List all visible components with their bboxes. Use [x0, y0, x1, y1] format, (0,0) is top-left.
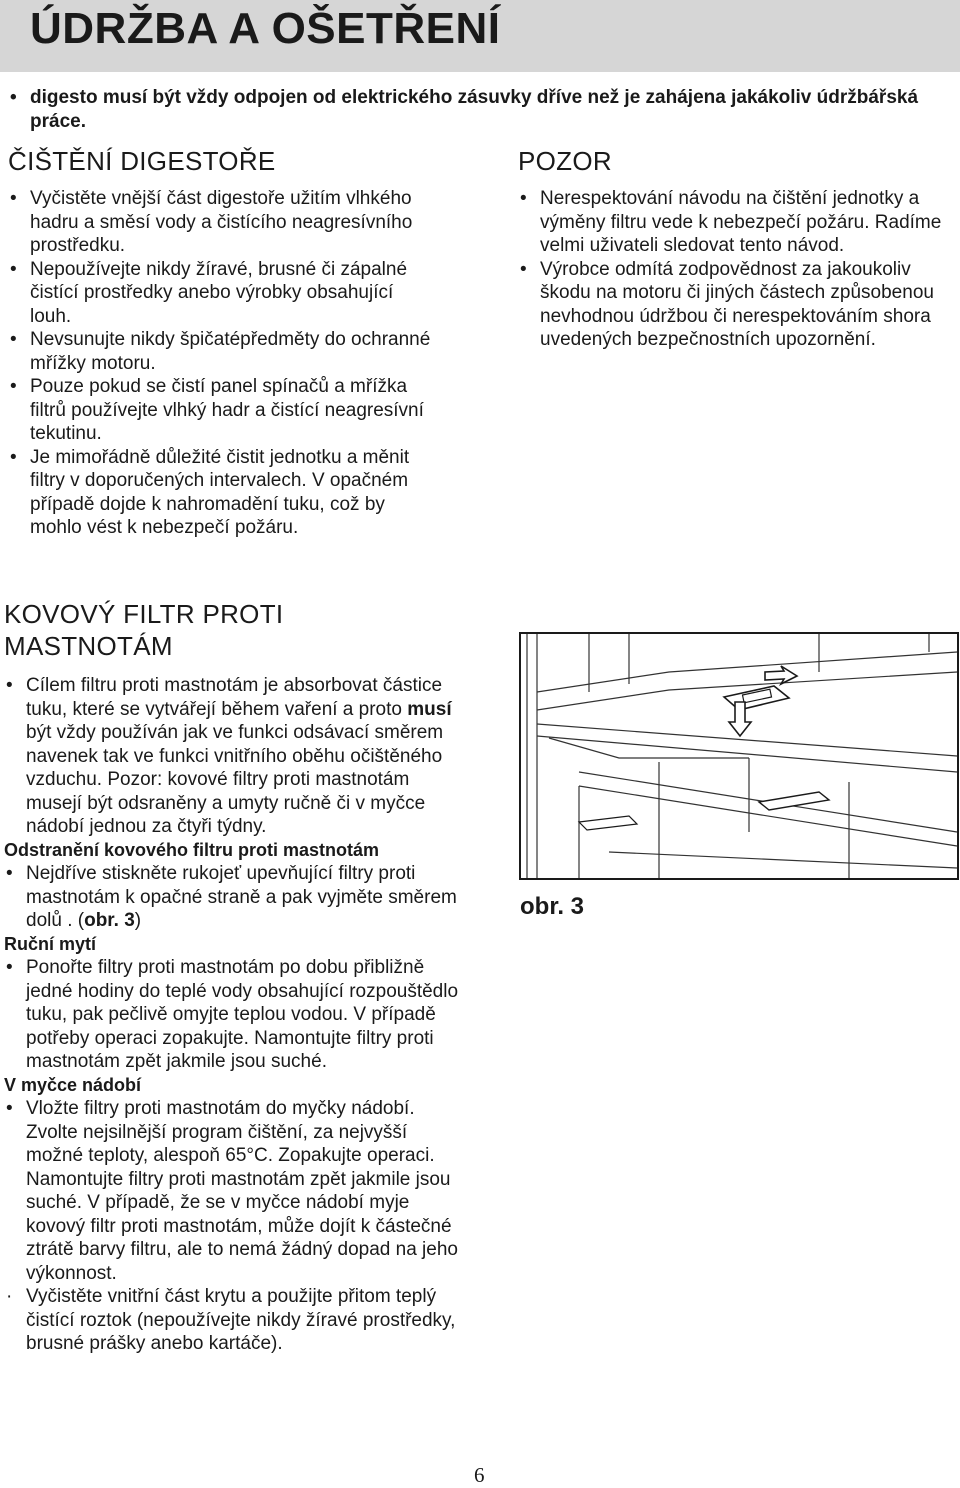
bullet-icon: •: [6, 957, 13, 978]
bullet-icon: •: [10, 87, 17, 108]
list-item-text: Vyčistěte vnější část digestoře užitím vlhkého hadru a směsí vody a čistícího neagresívního prostředku.: [30, 188, 413, 256]
filter-list: [4, 674, 464, 839]
bullet-icon: •: [10, 376, 17, 397]
list-item: [518, 187, 958, 258]
section-title-warning: POZOR: [518, 146, 612, 176]
dishwasher-list: [4, 1097, 464, 1356]
section-title-filter: [4, 598, 464, 662]
bullet-icon: •: [10, 329, 17, 350]
text-span: Nejdříve stiskněte rukojeť upevňující filtry proti mastnotám k opačné straně a pak vyjměte směrem dolů . (: [26, 863, 457, 931]
intro-warning: [8, 86, 938, 134]
list-item: [8, 258, 438, 329]
list-item-text: Vyčistěte vnitřní část krytu a použijte přitom teplý čistící roztok (nepoužívejte nikdy žíravé prostředky, brusné prášky anebo kartáče).: [26, 1286, 456, 1354]
bullet-icon: •: [520, 188, 527, 209]
bullet-icon: ·: [6, 1286, 13, 1307]
text-span: Cílem filtru proti mastnotám je absorbovat částice tuku, které se vytvářejí během vaření a proto: [26, 675, 443, 720]
subheading-manual: Ruční mytí: [4, 933, 97, 954]
text-span: být vždy používán jak ve funkci odsávací směrem navenek tak ve funkci vnitřního oběhu očištěného vzduchu. Pozor: kovové filtry proti mastnotám musejí být odsraněny a umyty ručně či v myčce nádobí jednou za čtyři týdny.: [26, 722, 444, 837]
list-item: [8, 375, 438, 446]
list-item-text: Nepoužívejte nikdy žíravé, brusné či zápalné čistící prostředky anebo výrobky obsahující louh.: [30, 258, 408, 327]
subheading-dishwasher: V myčce nádobí: [4, 1074, 142, 1095]
list-item: [4, 956, 464, 1074]
figure-label: obr. 3: [520, 893, 585, 920]
bullet-icon: •: [10, 446, 17, 468]
section-title-line: KOVOVÝ FILTR PROTI: [4, 599, 284, 629]
hood-drawing: [527, 634, 957, 878]
emphasis-text: musí: [407, 698, 452, 720]
list-item-text: Ponořte filtry proti mastnotám po dobu přibližně jedné hodiny do teplé vody obsahující rozpouštědlo tuku, pak pečlivě omyjte teplou vodou. V případě potřeby operaci zopakujte. Namontujte filtry proti mastnotám zpět jakmile jsou suché.: [26, 957, 459, 1072]
section-title-line: MASTNOTÁM: [4, 631, 173, 661]
bullet-icon: •: [6, 675, 13, 696]
figure-frame: [520, 633, 958, 879]
manual-list: [4, 956, 464, 1074]
filter-section: [4, 598, 464, 1356]
list-item: [8, 86, 938, 134]
list-item-text: Výrobce odmítá zodpovědnost za jakoukoliv škodu na motoru či jiných částech způsobenou nevhodnou údržbou či nerespektováním shora uvedených bezpečnostních upozornění.: [540, 258, 934, 350]
text-span: ): [134, 910, 142, 931]
arrow-left-icon: [765, 666, 797, 684]
list-item: [8, 446, 438, 540]
page-number: 6: [474, 1463, 485, 1487]
list-item: [4, 1097, 464, 1285]
figure-reference: obr. 3: [84, 910, 135, 931]
list-item-text: Nevsunujte nikdy špičatépředměty do ochranné mřížky motoru.: [30, 329, 431, 374]
list-item-text: Nerespektování návodu na čištění jednotky a výměny filtru vede k nebezpečí požáru. Radíme velmi uživateli sledovat tento návod.: [540, 188, 942, 256]
list-item: [4, 862, 464, 933]
list-item-text: Vložte filtry proti mastnotám do myčky nádobí. Zvolte nejsilnější program čištění, za nejvyšší možné teploty, alespoň 65°C. Zopakujte operaci. Namontujte filtry proti mastnotám zpět jakmile jsou suché. V případě, že se v myčce nádobí myje kovový filtr proti mastnotám, může dojít k částečné ztrátě barvy filtru, ale to nemá žádný dopad na jeho výkonnost.: [26, 1098, 458, 1284]
bullet-icon: •: [6, 863, 13, 884]
cleaning-section: [8, 146, 438, 540]
list-item-text: Pouze pokud se čistí panel spínačů a mřížka filtrů používejte vlhký hadr a čistící neagresívní tekutinu.: [30, 376, 424, 444]
warning-section: [518, 146, 958, 352]
bullet-icon: •: [6, 1098, 13, 1119]
list-item-text: Je mimořádně důležité čistit jednotku a měnit filtry v doporučených intervalech. V opačném případě dojde k nahromadění tuku, což by mohlo vést k nebezpečí požáru.: [30, 446, 410, 538]
cleaning-list: [8, 187, 438, 540]
list-item: [8, 328, 438, 375]
list-item: [4, 674, 464, 839]
bullet-icon: •: [520, 258, 527, 280]
removal-list: [4, 862, 464, 933]
filter-removal-illustration: [519, 632, 959, 880]
intro-text: digesto musí být vždy odpojen od elektrického zásuvky dříve než je zahájena jakákoliv údržbářská práce.: [30, 87, 919, 132]
subheading-removal: Odstranění kovového filtru proti mastnotám: [4, 839, 380, 860]
page-title: ÚDRŽBA A OŠETŘENÍ: [30, 4, 501, 53]
warning-list: [518, 187, 958, 352]
list-item: [8, 187, 438, 258]
list-item: [4, 1285, 464, 1356]
section-title-cleaning: ČIŠTĚNÍ DIGESTOŘE: [8, 146, 276, 176]
bullet-icon: •: [10, 258, 17, 280]
list-item: [518, 258, 958, 352]
bullet-icon: •: [10, 188, 17, 209]
